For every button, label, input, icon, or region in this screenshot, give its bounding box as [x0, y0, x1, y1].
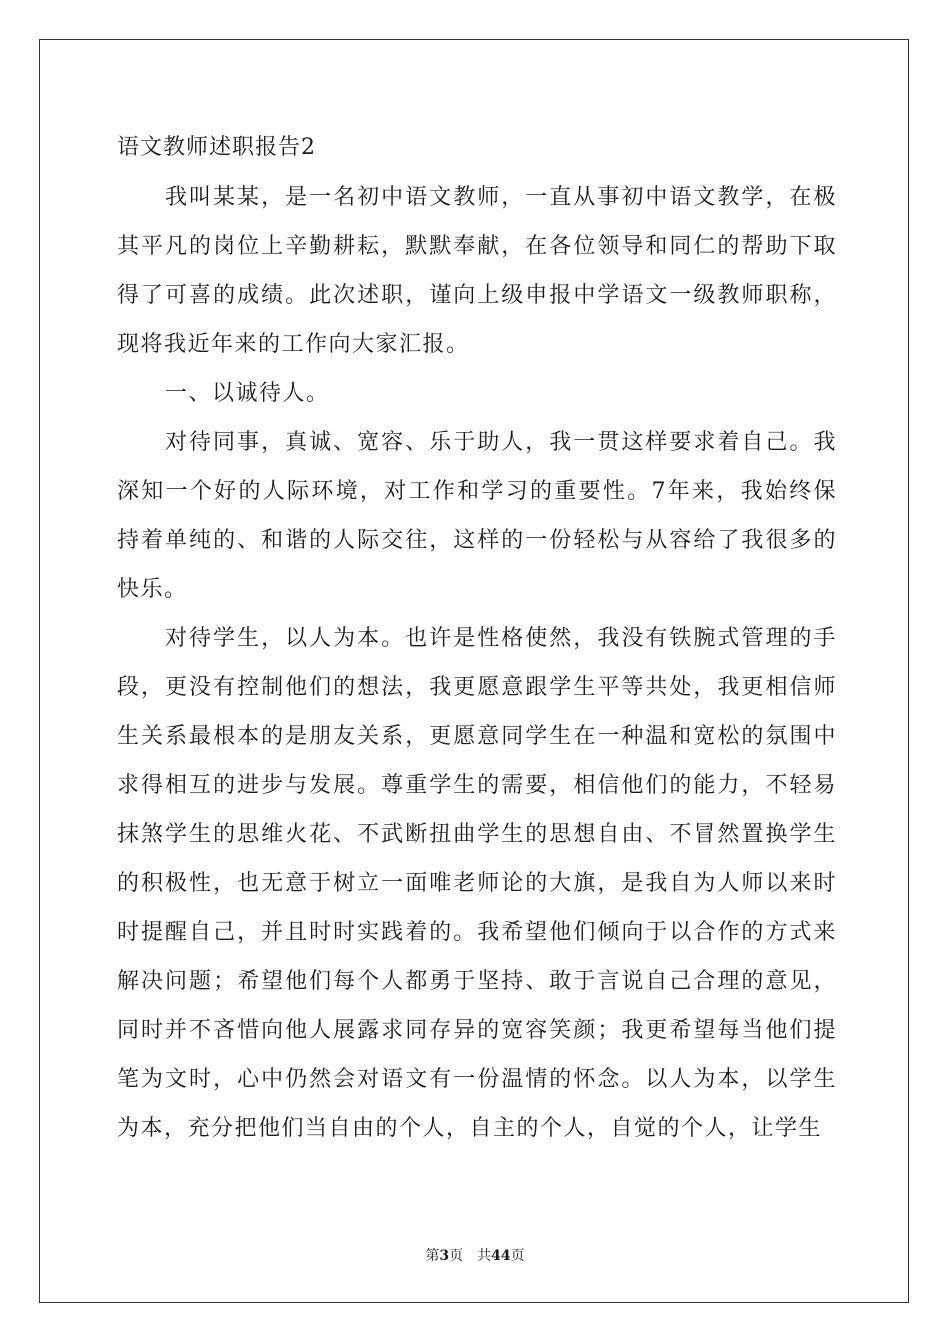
footer-total-suffix: 页	[510, 1248, 525, 1264]
footer-page-suffix: 页	[449, 1248, 464, 1264]
paragraph-intro: 我叫某某，是一名初中语文教师，一直从事初中语文教学，在极其平凡的岗位上辛勤耕耘，默默奉献，在各位领导和同仁的帮助下取得了可喜的成绩。此次述职，谨向上级申报中学语文一级教师职称，现将我近年来的工作向大家汇报。	[117, 185, 837, 357]
document-title: 语文教师述职报告2	[117, 135, 316, 160]
document-body	[117, 128, 837, 1153]
paragraph-students: 对待学生，以人为本。也许是性格使然，我没有铁腕式管理的手段，更没有控制他们的想法，我更愿意跟学生平等共处，我更相信师生关系最根本的是朋友关系，更愿意同学生在一种温和宽松的氛围中求得相互的进步与发展。尊重学生的需要，相信他们的能力，不轻易抹煞学生的思维火花、不武断扭曲学生的思想自由、不冒然置换学生的积极性，也无意于树立一面唯老师论的大旗，是我自为人师以来时时提醒自己，并且时时实践着的。我希望他们倾向于以合作的方式来解决问题；希望他们每个人都勇于坚持、敢于言说自己合理的意见，同时并不吝惜向他人展露求同存异的宽容笑颜；我更希望每当他们提笔为文时，心中仍然会对语文有一份温情的怀念。以人为本，以学生为本，充分把他们当自由的个人，自主的个人，自觉的个人，让学生	[117, 626, 837, 1141]
page-footer	[0, 1245, 950, 1265]
footer-page-current: 3	[439, 1248, 450, 1264]
footer-total-prefix: 共	[477, 1248, 492, 1264]
paragraph-colleagues: 对待同事，真诚、宽容、乐于助人，我一贯这样要求着自己。我深知一个好的人际环境，对工作和学习的重要性。7年来，我始终保持着单纯的、和谐的人际交往，这样的一份轻松与从容给了我很多的快乐。	[117, 430, 837, 602]
footer-page-prefix: 第	[425, 1248, 440, 1264]
footer-page-total: 44	[491, 1248, 511, 1264]
section-heading-1: 一、以诚待人。	[165, 381, 330, 406]
